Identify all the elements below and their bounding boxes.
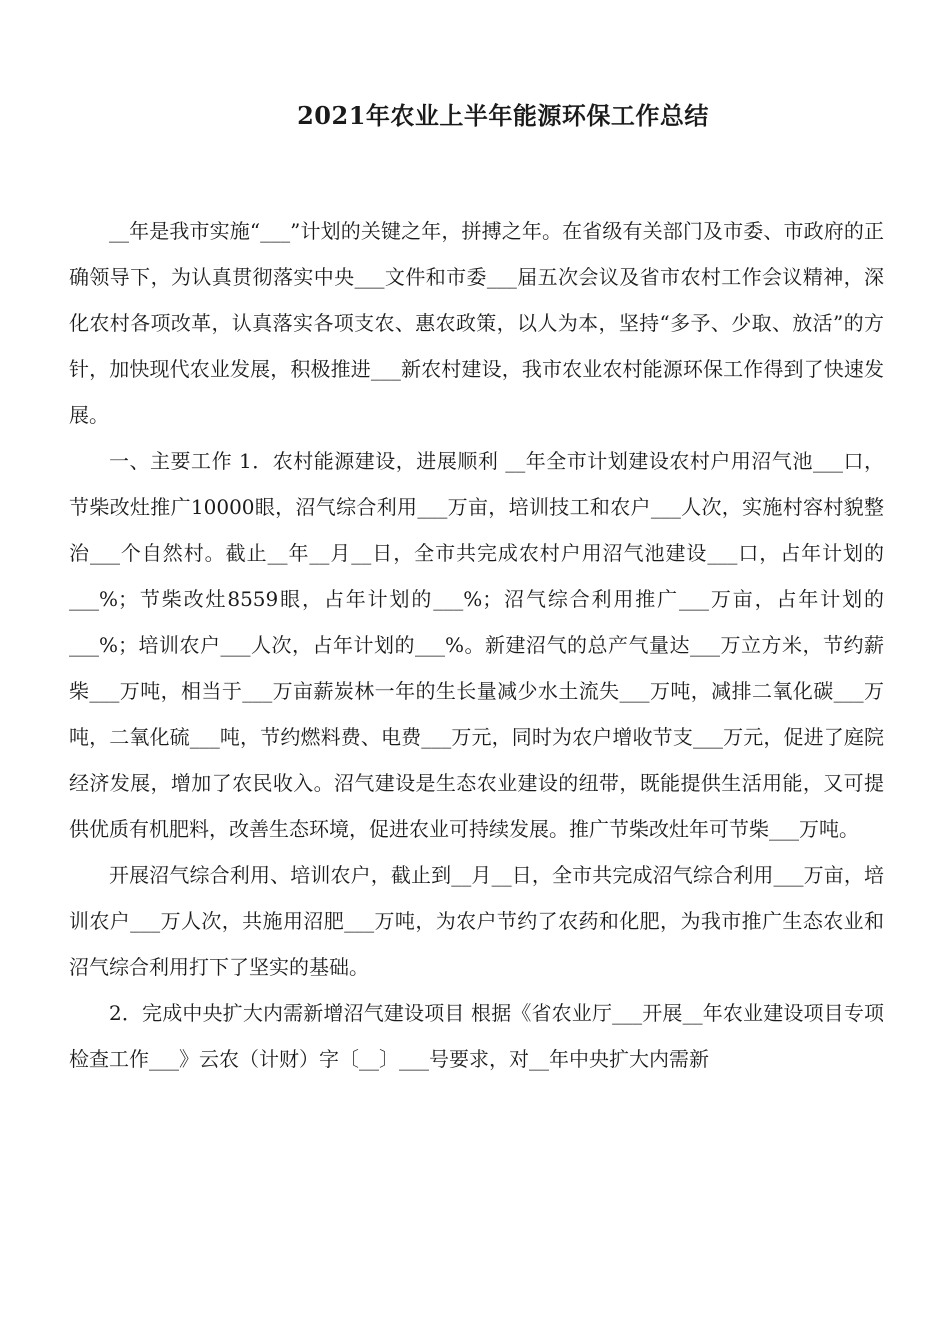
paragraph-central-project: 2．完成中央扩大内需新增沼气建设项目 根据《省农业厅___开展__年农业建设项目专项检查工作___》云农（计财）字〔__〕___号要求，对__年中央扩大内需新 xyxy=(69,1001,884,1071)
paragraph-intro: __年是我市实施“___”计划的关键之年，拼搏之年。在省级有关部门及市委、市政府的正确领导下，为认真贯彻落实中央___文件和市委___届五次会议及省市农村工作会议精神，深化农村各项改革，认真落实各项支农、惠农政策，以人为本，坚持“多予、少取、放活”的方针，加快现代农业发展，积极推进___新农村建设，我市农业农村能源环保工作得到了快速发展。 xyxy=(69,219,884,427)
paragraph-biogas-training: 开展沼气综合利用、培训农户，截止到__月__日，全市共完成沼气综合利用___万亩，培训农户___万人次，共施用沼肥___万吨，为农户节约了农药和化肥，为我市推广生态农业和沼气综合利用打下了坚实的基础。 xyxy=(69,863,884,979)
paragraph-main-work-energy: 一、主要工作 1．农村能源建设，进展顺利 __年全市计划建设农村户用沼气池___口，节柴改灶推广10000眼，沼气综合利用___万亩，培训技工和农户___人次，实施村容村貌整治___个自然村。截止__年__月__日，全市共完成农村户用沼气池建设___口，占年计划的___%；节柴改灶8559眼，占年计划的___%；沼气综合利用推广___万亩，占年计划的___%；培训农户___人次，占年计划的___%。新建沼气的总产气量达___万立方米，节约薪柴___万吨，相当于___万亩薪炭林一年的生长量减少水土流失___万吨，减排二氧化碳___万吨，二氧化硫___吨，节约燃料费、电费___万元，同时为农户增收节支___万元，促进了庭院经济发展，增加了农民收入。沼气建设是生态农业建设的纽带，既能提供生活用能，又可提供优质有机肥料，改善生态环境，促进农业可持续发展。推广节柴改灶年可节柴___万吨。 xyxy=(69,449,884,841)
document-title: 2021年农业上半年能源环保工作总结 xyxy=(297,101,709,130)
document-body xyxy=(69,208,884,1082)
